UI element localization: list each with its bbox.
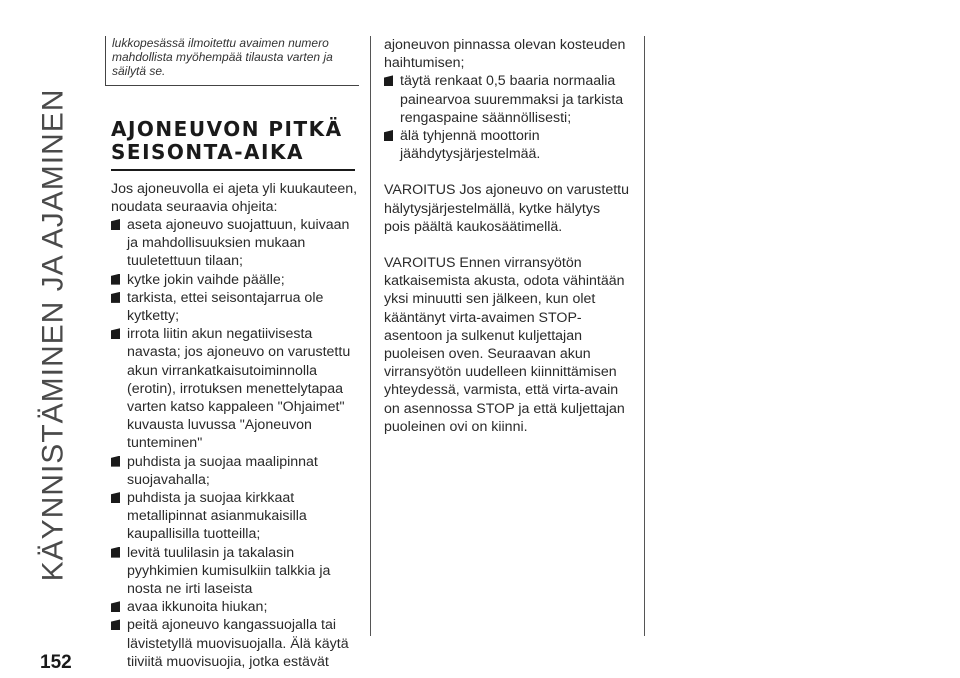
warning-paragraph: VAROITUS Jos ajoneuvo on varustettu hälytysjärjestelmällä, kytke hälytys pois päältä kaukosäätimellä. (384, 182, 629, 235)
bullet-icon (111, 616, 127, 671)
list-item-text: täytä renkaat 0,5 baaria normaalia painearvoa suuremmaksi ja tarkista rengaspaine säännöllisesti; (400, 73, 624, 126)
bullet-icon (111, 216, 127, 271)
list-item-text: irrota liitin akun negatiivisesta navasta; jos ajoneuvo on varustettu akun virrankatkaisutoiminnolla (erotin), irrotuksen menettelytapaa varten katso kappaleen "Ohjaimet" kuvausta luvussa "Ajoneuvon tunteminen" (127, 326, 351, 452)
list-item-text: puhdista ja suojaa kirkkaat metallipinnat asianmukaisilla kaupallisilla tuotteilla; (127, 490, 307, 543)
intro-paragraph: Jos ajoneuvolla ei ajeta yli kuukauteen, noudata seuraavia ohjeita: (111, 180, 358, 215)
bullet-icon (111, 544, 127, 599)
bullet-icon (111, 325, 127, 452)
bullet-icon (384, 127, 400, 163)
note-text: lukkopesässä ilmoitettu avaimen numero mahdollista myöhempää tilausta varten ja säilytä se. (112, 36, 333, 79)
bullet-icon (384, 72, 400, 127)
column-divider (370, 36, 371, 636)
continued-text: ajoneuvon pinnassa olevan kosteuden haihtumisen; (384, 37, 626, 72)
chapter-side-title (28, 30, 78, 640)
list-item (384, 72, 629, 127)
list-item (111, 489, 359, 544)
list-item (111, 271, 359, 289)
list-item-text: avaa ikkunoita hiukan; (127, 599, 268, 616)
column-divider (644, 36, 645, 636)
list-item-text: kytke jokin vaihde päälle; (127, 271, 285, 288)
heading-rule (111, 169, 355, 171)
list-item (111, 289, 359, 325)
list-item (111, 325, 359, 452)
list-item (111, 544, 359, 599)
bullet-icon (111, 489, 127, 544)
list-item (111, 616, 359, 671)
bullet-icon (111, 598, 127, 616)
bullet-icon (111, 289, 127, 325)
heading-line-2: SEISONTA-AIKA (111, 139, 304, 164)
list-item (384, 127, 629, 163)
right-column (384, 36, 629, 436)
list-item-text: peitä ajoneuvo kangassuojalla tai lävistetyllä muovisuojalla. Älä käytä tiiviitä muovisuojia, jotka estävät (127, 617, 349, 670)
section-heading (111, 118, 359, 164)
list-item-text: levitä tuulilasin ja takalasin pyyhkimien kumisulkiin talkkia ja nosta ne irti laseista (127, 544, 331, 598)
chapter-title-text: KÄYNNISTÄMINEN JA AJAMINEN (36, 88, 70, 582)
list-item-text: aseta ajoneuvo suojattuun, kuivaan ja mahdollisuuksien mukaan tuuletettuun tilaan; (127, 217, 350, 270)
page-number: 152 (40, 652, 72, 673)
list-item-text: älä tyhjennä moottorin jäähdytysjärjestelmää. (400, 128, 541, 163)
list-item-text: tarkista, ettei seisontajarrua ole kytketty; (127, 289, 324, 325)
list-item (111, 598, 359, 616)
note-box (105, 36, 359, 86)
left-column (111, 36, 359, 671)
heading-line-1: AJONEUVON PITKÄ (111, 116, 343, 141)
list-item (111, 453, 359, 489)
list-item (111, 216, 359, 271)
warning-paragraph: VAROITUS Ennen virransyötön katkaisemista akusta, odota vähintään yksi minuutti sen jälkeen, kun olet kääntänyt virta-avaimen STOP-asentoon ja sulkenut kuljettajan puoleisen oven. Seuraavan akun virransyötön uudelleen kiinnittämisen yhteydessä, varmista, että virta-avain on asennossa STOP ja että kuljettajan puoleinen ovi on kiinni. (384, 255, 625, 435)
list-item-text: puhdista ja suojaa maalipinnat suojavahalla; (127, 453, 318, 488)
bullet-icon (111, 271, 127, 289)
bullet-icon (111, 453, 127, 489)
